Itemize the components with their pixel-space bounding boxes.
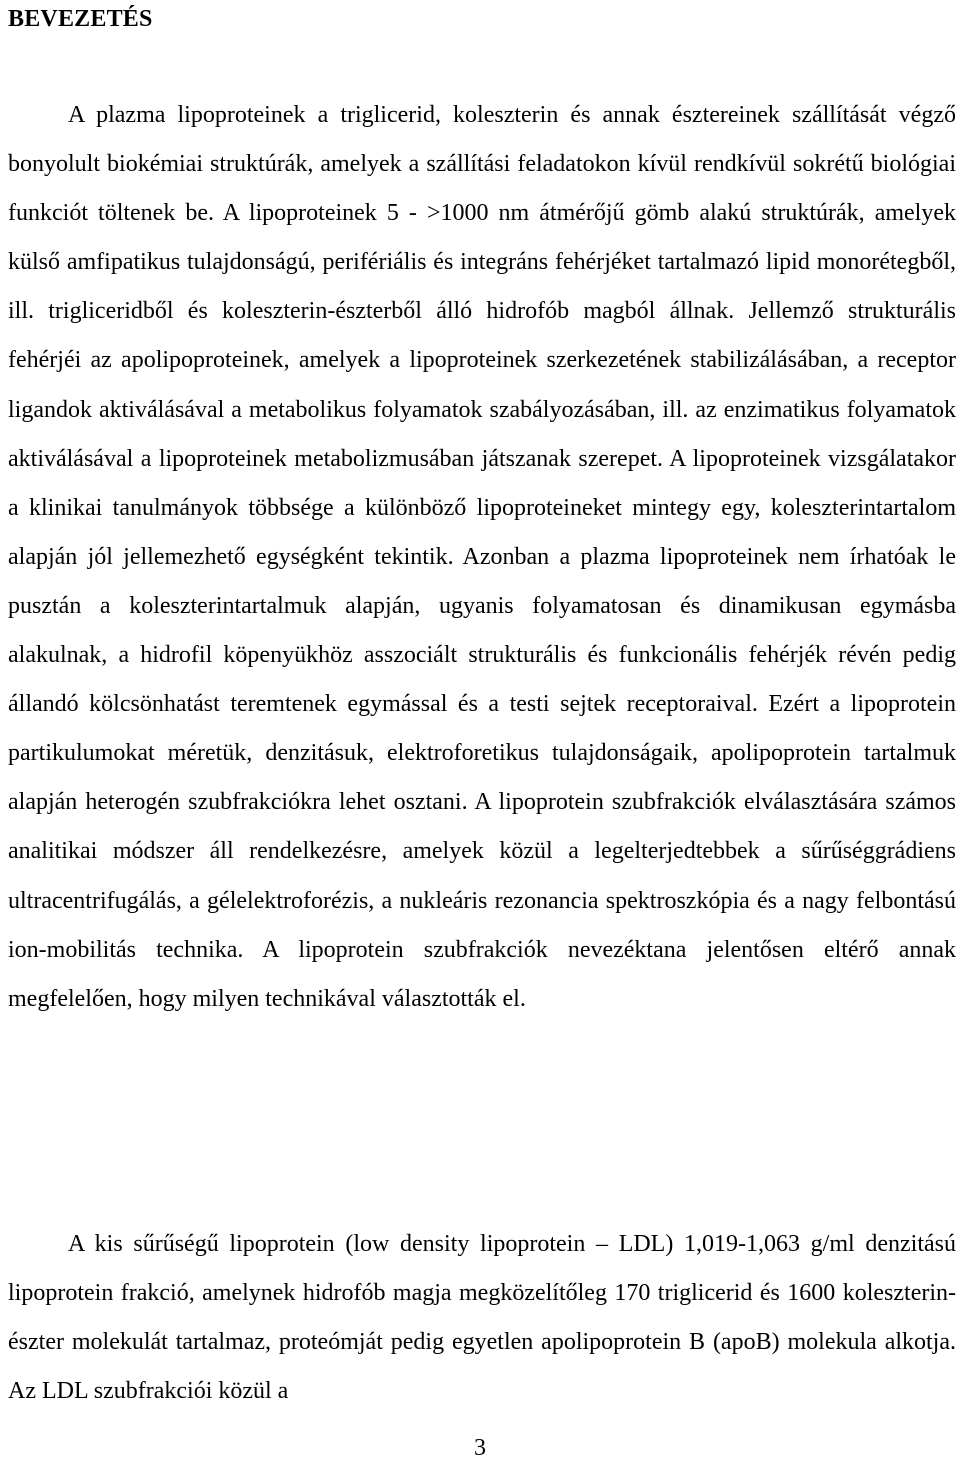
paragraph-ldl: A kis sűrűségű lipoprotein (low density lipoprotein – LDL) 1,019-1,063 g/ml denzitású lipoprotein frakció, amelynek hidrofób magja megközelítőleg 170 triglicerid és 1600 koleszterin-észter molekulát tartalmaz, proteómját pedig egyetlen apolipoprotein B (apoB) molekula alkotja. Az LDL szubfrakciói közül a [8, 1231, 956, 1405]
page-number: 3 [474, 1435, 486, 1461]
section-heading: BEVEZETÉS [8, 6, 153, 32]
paragraph-introduction: A plazma lipoproteinek a triglicerid, koleszterin és annak észtereinek szállítását végző bonyolult biokémiai struktúrák, amelyek a szállítási feladatokon kívül rendkívül sokrétű biológiai funkciót töltenek be. A lipoproteinek 5 - >1000 nm átmérőjű gömb alakú struktúrák, amelyek külső amfipatikus tulajdonságú, perifériális és integráns fehérjéket tartalmazó lipid monorétegből, ill. trigliceridből és koleszterin-észterből álló hidrofób magból állnak. Jellemző strukturális fehérjéi az apolipoproteinek, amelyek a lipoproteinek szerkezetének stabilizálásában, a receptor ligandok aktiválásával a metabolikus folyamatok szabályozásában, ill. az enzimatikus folyamatok aktiválásával a lipoproteinek metabolizmusában játszanak szerepet. A lipoproteinek vizsgálatakor a klinikai tanulmányok többsége a különböző lipoproteineket mintegy egy, koleszterintartalom alapján jól jellemezhető egységként tekintik. Azonban a plazma lipoproteinek nem írhatóak le pusztán a koleszterintartalmuk alapján, ugyanis folyamatosan és dinamikusan egymásba alakulnak, a hidrofil köpenyükhöz asszociált strukturális és funkcionális fehérjék révén pedig állandó kölcsönhatást teremtenek egymással és a testi sejtek receptoraival. Ezért a lipoprotein partikulumokat méretük, denzitásuk, elektroforetikus tulajdonságaik, apolipoprotein tartalmuk alapján heterogén szubfrakciókra lehet osztani. A lipoprotein szubfrakciók elválasztására számos analitikai módszer áll rendelkezésre, amelyek közül a legelterjedtebbek a sűrűséggrádiens ultracentrifugálás, a gélelektroforézis, a nukleáris rezonancia spektroszkópia és a nagy felbontású ion-mobilitás technika. A lipoprotein szubfrakciók nevezéktana jelentősen eltérő annak megfelelően, hogy milyen technikával választották el. [8, 102, 956, 1012]
